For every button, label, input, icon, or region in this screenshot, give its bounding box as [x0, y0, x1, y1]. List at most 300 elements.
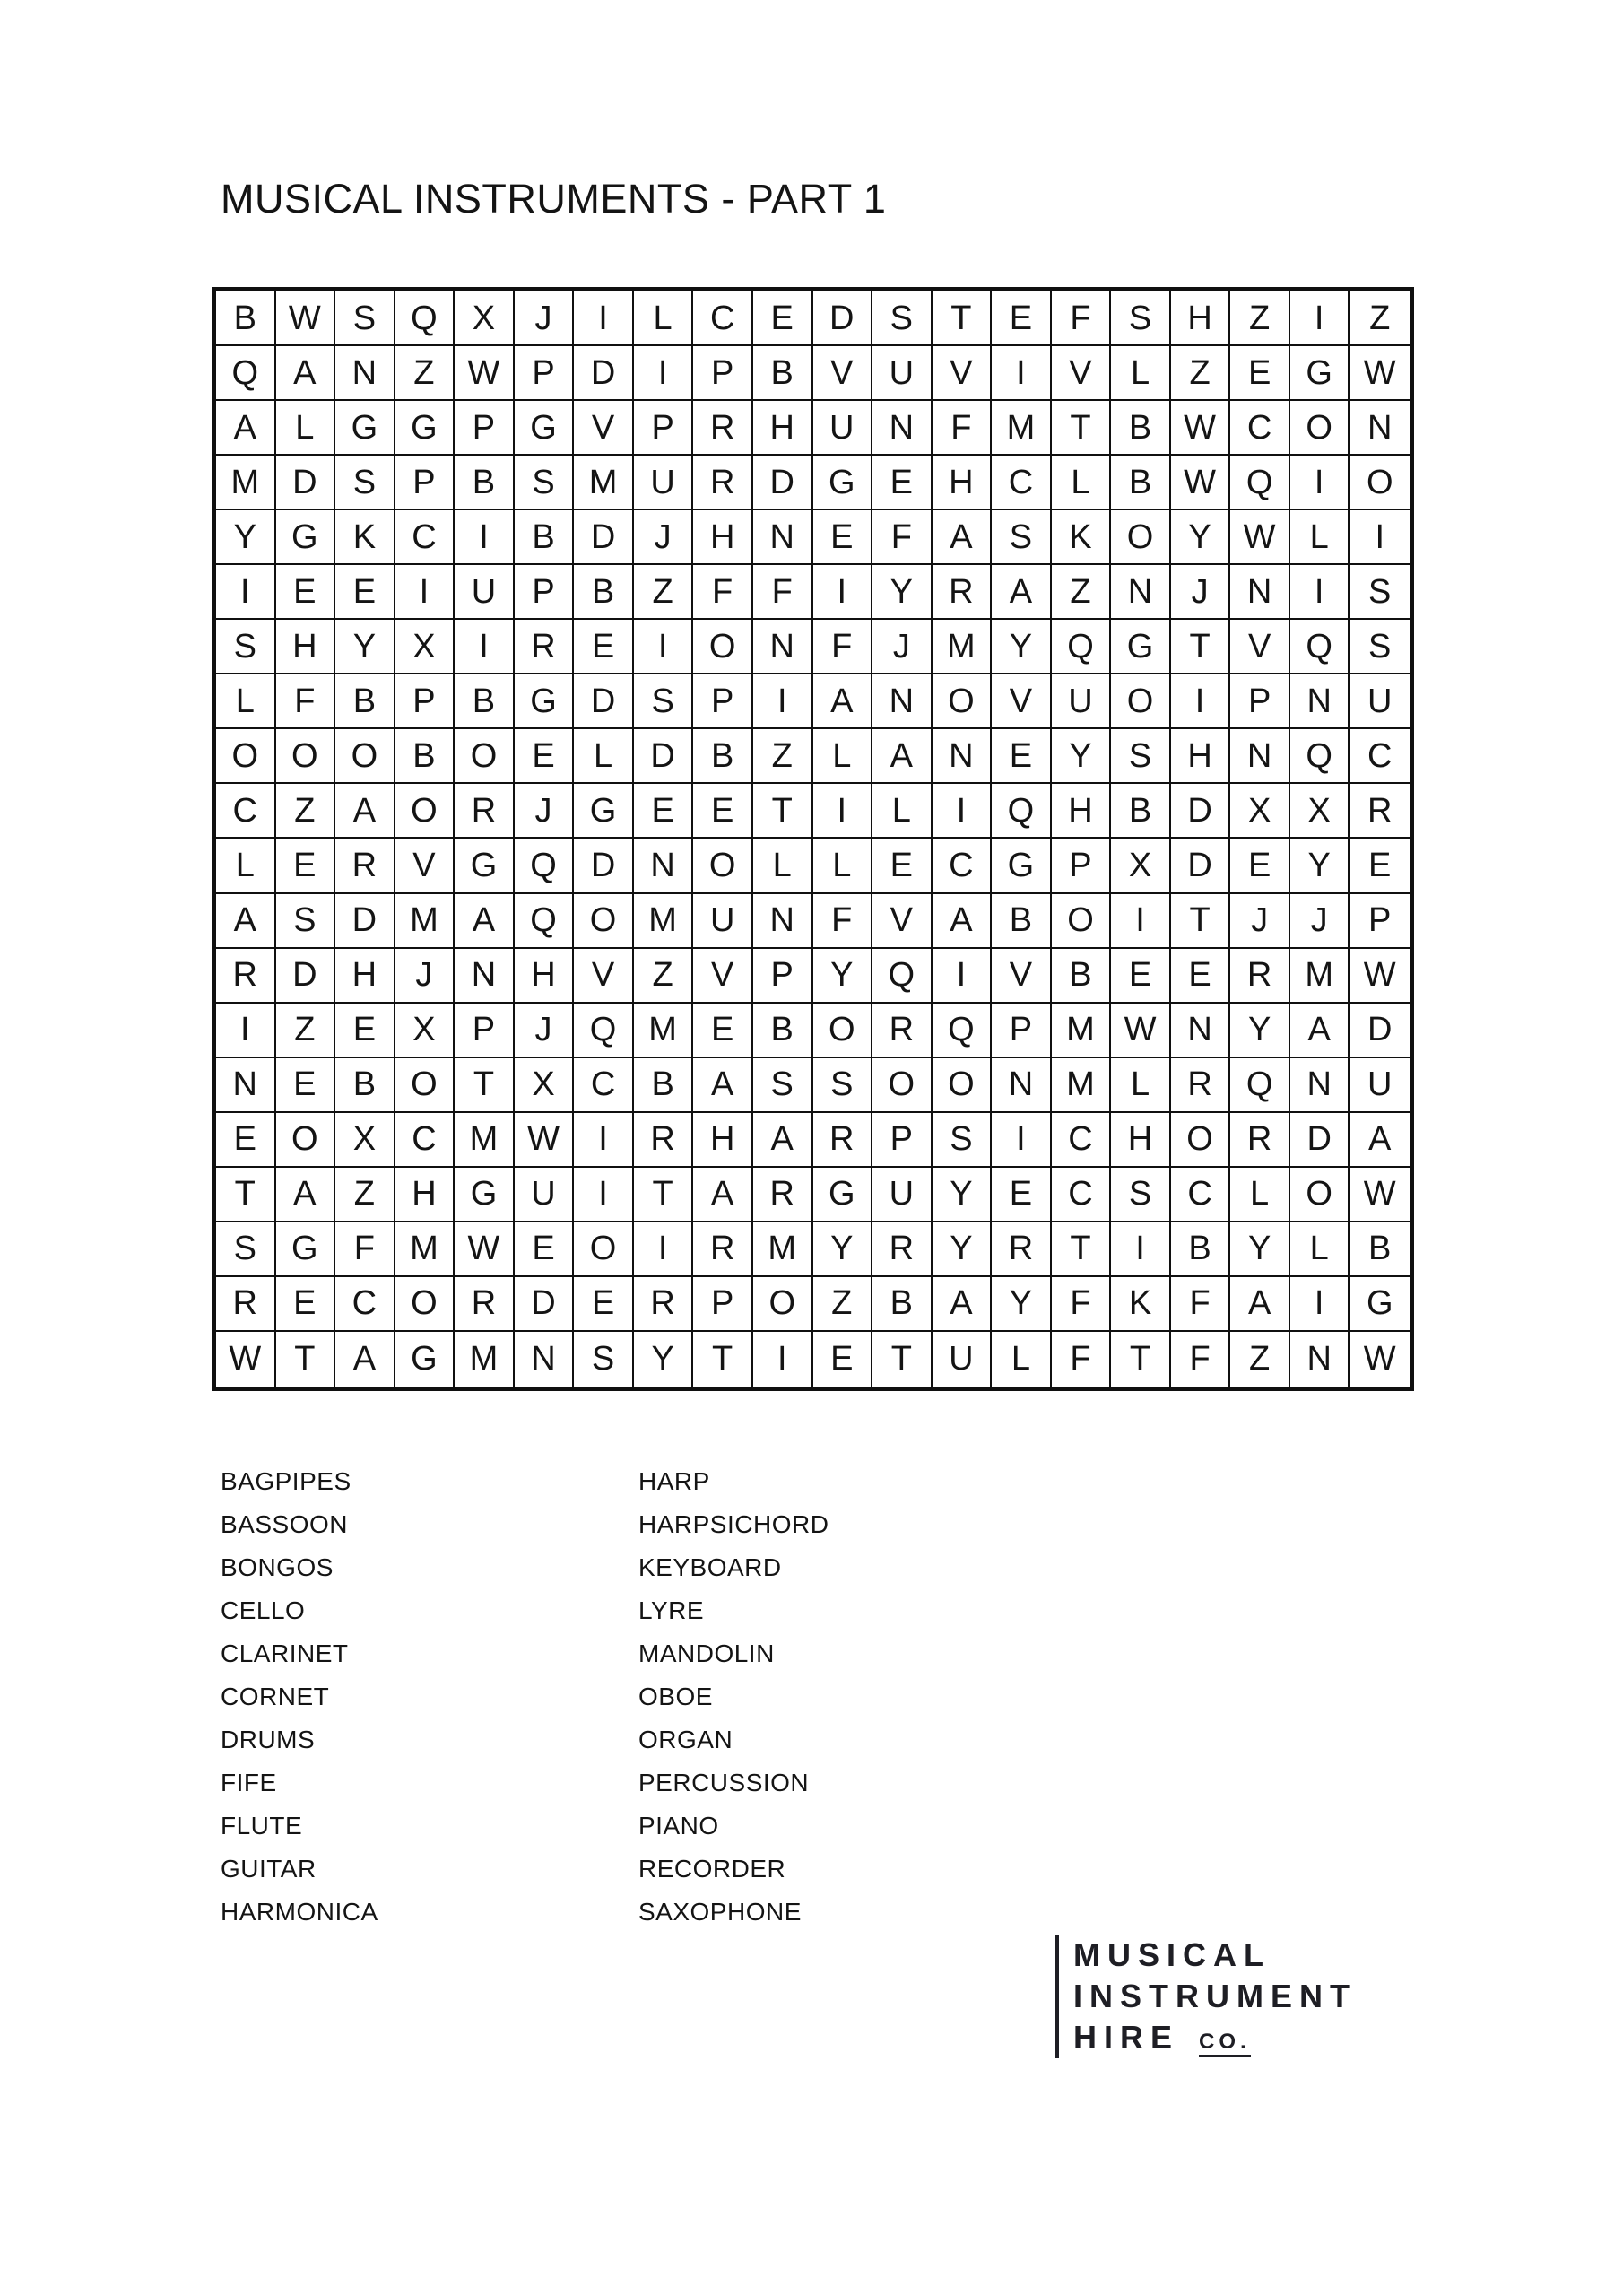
grid-cell[interactable]: L	[1111, 1058, 1171, 1113]
grid-cell[interactable]: T	[872, 1332, 933, 1387]
grid-cell[interactable]: B	[395, 729, 456, 784]
grid-cell[interactable]: V	[813, 346, 873, 401]
grid-cell[interactable]: L	[992, 1332, 1052, 1387]
grid-cell[interactable]: F	[872, 510, 933, 565]
grid-cell[interactable]: B	[753, 346, 813, 401]
grid-cell[interactable]: E	[634, 784, 694, 839]
grid-cell[interactable]: C	[1052, 1113, 1112, 1168]
grid-cell[interactable]: M	[395, 1222, 456, 1277]
grid-cell[interactable]: U	[455, 565, 515, 620]
grid-cell[interactable]: L	[813, 729, 873, 784]
grid-cell[interactable]: Z	[276, 1004, 336, 1058]
grid-cell[interactable]: Z	[813, 1277, 873, 1332]
grid-cell[interactable]: Q	[1052, 620, 1112, 674]
grid-cell[interactable]: A	[933, 894, 993, 949]
grid-cell[interactable]: V	[395, 839, 456, 893]
grid-cell[interactable]: V	[992, 674, 1052, 729]
grid-cell[interactable]: D	[574, 510, 634, 565]
grid-cell[interactable]: B	[515, 510, 575, 565]
grid-cell[interactable]: E	[276, 1058, 336, 1113]
grid-cell[interactable]: E	[574, 1277, 634, 1332]
grid-cell[interactable]: E	[693, 1004, 753, 1058]
grid-cell[interactable]: T	[1052, 401, 1112, 456]
grid-cell[interactable]: R	[933, 565, 993, 620]
grid-cell[interactable]: I	[395, 565, 456, 620]
grid-cell[interactable]: V	[1052, 346, 1112, 401]
grid-cell[interactable]: Q	[1290, 620, 1350, 674]
grid-cell[interactable]: P	[693, 346, 753, 401]
grid-cell[interactable]: O	[1350, 456, 1410, 510]
grid-cell[interactable]: Y	[1052, 729, 1112, 784]
grid-cell[interactable]: S	[1111, 729, 1171, 784]
grid-cell[interactable]: Y	[1171, 510, 1231, 565]
grid-cell[interactable]: O	[276, 1113, 336, 1168]
grid-cell[interactable]: I	[574, 1113, 634, 1168]
grid-cell[interactable]: U	[813, 401, 873, 456]
grid-cell[interactable]: U	[1350, 674, 1410, 729]
grid-cell[interactable]: D	[574, 346, 634, 401]
grid-cell[interactable]: R	[872, 1004, 933, 1058]
grid-cell[interactable]: O	[813, 1004, 873, 1058]
grid-cell[interactable]: G	[395, 1332, 456, 1387]
grid-cell[interactable]: E	[992, 1168, 1052, 1222]
grid-cell[interactable]: B	[455, 456, 515, 510]
grid-cell[interactable]: D	[574, 674, 634, 729]
grid-cell[interactable]: G	[335, 401, 395, 456]
grid-cell[interactable]: K	[335, 510, 395, 565]
grid-cell[interactable]: H	[395, 1168, 456, 1222]
grid-cell[interactable]: L	[1052, 456, 1112, 510]
grid-cell[interactable]: I	[634, 346, 694, 401]
grid-cell[interactable]: N	[1171, 1004, 1231, 1058]
grid-cell[interactable]: M	[1052, 1058, 1112, 1113]
grid-cell[interactable]: H	[1052, 784, 1112, 839]
grid-cell[interactable]: S	[933, 1113, 993, 1168]
grid-cell[interactable]: G	[515, 401, 575, 456]
grid-cell[interactable]: R	[634, 1277, 694, 1332]
grid-cell[interactable]: I	[574, 1168, 634, 1222]
grid-cell[interactable]: O	[1111, 674, 1171, 729]
grid-cell[interactable]: G	[276, 1222, 336, 1277]
grid-cell[interactable]: W	[1350, 949, 1410, 1004]
grid-cell[interactable]: Y	[813, 1222, 873, 1277]
grid-cell[interactable]: N	[933, 729, 993, 784]
grid-cell[interactable]: H	[1171, 291, 1231, 346]
grid-cell[interactable]: N	[216, 1058, 276, 1113]
grid-cell[interactable]: L	[1230, 1168, 1290, 1222]
grid-cell[interactable]: L	[574, 729, 634, 784]
grid-cell[interactable]: R	[693, 1222, 753, 1277]
grid-cell[interactable]: N	[1230, 729, 1290, 784]
grid-cell[interactable]: I	[753, 674, 813, 729]
grid-cell[interactable]: R	[216, 1277, 276, 1332]
grid-cell[interactable]: V	[992, 949, 1052, 1004]
grid-cell[interactable]: A	[1230, 1277, 1290, 1332]
grid-cell[interactable]: Z	[1052, 565, 1112, 620]
grid-cell[interactable]: J	[1171, 565, 1231, 620]
grid-cell[interactable]: B	[1052, 949, 1112, 1004]
grid-cell[interactable]: Z	[395, 346, 456, 401]
grid-cell[interactable]: X	[1230, 784, 1290, 839]
grid-cell[interactable]: W	[455, 346, 515, 401]
grid-cell[interactable]: O	[693, 839, 753, 893]
grid-cell[interactable]: O	[693, 620, 753, 674]
grid-cell[interactable]: R	[455, 1277, 515, 1332]
grid-cell[interactable]: R	[872, 1222, 933, 1277]
grid-cell[interactable]: Z	[335, 1168, 395, 1222]
grid-cell[interactable]: F	[933, 401, 993, 456]
grid-cell[interactable]: G	[813, 1168, 873, 1222]
grid-cell[interactable]: O	[574, 1222, 634, 1277]
grid-cell[interactable]: U	[1052, 674, 1112, 729]
grid-cell[interactable]: D	[574, 839, 634, 893]
grid-cell[interactable]: N	[515, 1332, 575, 1387]
grid-cell[interactable]: N	[872, 401, 933, 456]
grid-cell[interactable]: G	[1111, 620, 1171, 674]
grid-cell[interactable]: R	[216, 949, 276, 1004]
grid-cell[interactable]: P	[1350, 894, 1410, 949]
grid-cell[interactable]: C	[574, 1058, 634, 1113]
grid-cell[interactable]: B	[753, 1004, 813, 1058]
grid-cell[interactable]: Z	[1171, 346, 1231, 401]
grid-cell[interactable]: U	[1350, 1058, 1410, 1113]
grid-cell[interactable]: A	[1350, 1113, 1410, 1168]
grid-cell[interactable]: W	[1111, 1004, 1171, 1058]
grid-cell[interactable]: S	[634, 674, 694, 729]
grid-cell[interactable]: A	[933, 1277, 993, 1332]
grid-cell[interactable]: B	[1111, 456, 1171, 510]
grid-cell[interactable]: A	[455, 894, 515, 949]
grid-cell[interactable]: J	[1230, 894, 1290, 949]
grid-cell[interactable]: R	[1171, 1058, 1231, 1113]
grid-cell[interactable]: I	[1111, 894, 1171, 949]
grid-cell[interactable]: P	[872, 1113, 933, 1168]
grid-cell[interactable]: W	[1350, 1168, 1410, 1222]
grid-cell[interactable]: L	[216, 839, 276, 893]
grid-cell[interactable]: S	[1111, 1168, 1171, 1222]
grid-cell[interactable]: T	[753, 784, 813, 839]
grid-cell[interactable]: A	[933, 510, 993, 565]
grid-cell[interactable]: T	[1111, 1332, 1171, 1387]
grid-cell[interactable]: Q	[216, 346, 276, 401]
grid-cell[interactable]: H	[335, 949, 395, 1004]
grid-cell[interactable]: Q	[1230, 456, 1290, 510]
grid-cell[interactable]: W	[1350, 346, 1410, 401]
grid-cell[interactable]: T	[216, 1168, 276, 1222]
grid-cell[interactable]: T	[634, 1168, 694, 1222]
grid-cell[interactable]: H	[276, 620, 336, 674]
grid-cell[interactable]: B	[992, 894, 1052, 949]
grid-cell[interactable]: G	[1350, 1277, 1410, 1332]
grid-cell[interactable]: P	[693, 674, 753, 729]
grid-cell[interactable]: E	[515, 1222, 575, 1277]
grid-cell[interactable]: I	[574, 291, 634, 346]
grid-cell[interactable]: B	[872, 1277, 933, 1332]
grid-cell[interactable]: I	[1290, 291, 1350, 346]
grid-cell[interactable]: Y	[216, 510, 276, 565]
grid-cell[interactable]: I	[1290, 1277, 1350, 1332]
grid-cell[interactable]: D	[1350, 1004, 1410, 1058]
grid-cell[interactable]: Z	[634, 565, 694, 620]
grid-cell[interactable]: N	[872, 674, 933, 729]
grid-cell[interactable]: H	[933, 456, 993, 510]
grid-cell[interactable]: R	[813, 1113, 873, 1168]
grid-cell[interactable]: I	[216, 565, 276, 620]
grid-cell[interactable]: U	[693, 894, 753, 949]
grid-cell[interactable]: D	[515, 1277, 575, 1332]
grid-cell[interactable]: D	[753, 456, 813, 510]
grid-cell[interactable]: E	[574, 620, 634, 674]
grid-cell[interactable]: I	[1290, 565, 1350, 620]
grid-cell[interactable]: R	[1230, 949, 1290, 1004]
grid-cell[interactable]: I	[1171, 674, 1231, 729]
grid-cell[interactable]: R	[1350, 784, 1410, 839]
grid-cell[interactable]: P	[515, 346, 575, 401]
grid-cell[interactable]: B	[634, 1058, 694, 1113]
grid-cell[interactable]: W	[216, 1332, 276, 1387]
grid-cell[interactable]: P	[693, 1277, 753, 1332]
grid-cell[interactable]: Y	[634, 1332, 694, 1387]
grid-cell[interactable]: Z	[1350, 291, 1410, 346]
grid-cell[interactable]: F	[753, 565, 813, 620]
grid-cell[interactable]: R	[1230, 1113, 1290, 1168]
grid-cell[interactable]: T	[455, 1058, 515, 1113]
grid-cell[interactable]: D	[276, 456, 336, 510]
grid-cell[interactable]: H	[1171, 729, 1231, 784]
grid-cell[interactable]: V	[1230, 620, 1290, 674]
grid-cell[interactable]: X	[395, 1004, 456, 1058]
grid-cell[interactable]: S	[515, 456, 575, 510]
grid-cell[interactable]: V	[693, 949, 753, 1004]
grid-cell[interactable]: H	[693, 510, 753, 565]
grid-cell[interactable]: Q	[1230, 1058, 1290, 1113]
grid-cell[interactable]: V	[872, 894, 933, 949]
grid-cell[interactable]: C	[395, 1113, 456, 1168]
grid-cell[interactable]: G	[515, 674, 575, 729]
grid-cell[interactable]: A	[992, 565, 1052, 620]
grid-cell[interactable]: A	[276, 1168, 336, 1222]
grid-cell[interactable]: I	[933, 949, 993, 1004]
grid-cell[interactable]: O	[216, 729, 276, 784]
grid-cell[interactable]: O	[1290, 1168, 1350, 1222]
grid-cell[interactable]: P	[455, 1004, 515, 1058]
grid-cell[interactable]: M	[455, 1113, 515, 1168]
grid-cell[interactable]: Y	[933, 1222, 993, 1277]
grid-cell[interactable]: G	[276, 510, 336, 565]
grid-cell[interactable]: D	[1171, 784, 1231, 839]
grid-cell[interactable]: A	[1290, 1004, 1350, 1058]
grid-cell[interactable]: T	[1171, 620, 1231, 674]
grid-cell[interactable]: E	[276, 839, 336, 893]
grid-cell[interactable]: M	[455, 1332, 515, 1387]
grid-cell[interactable]: R	[992, 1222, 1052, 1277]
grid-cell[interactable]: F	[1171, 1332, 1231, 1387]
grid-cell[interactable]: O	[574, 894, 634, 949]
grid-cell[interactable]: S	[335, 456, 395, 510]
grid-cell[interactable]: C	[1230, 401, 1290, 456]
grid-cell[interactable]: T	[276, 1332, 336, 1387]
grid-cell[interactable]: Z	[753, 729, 813, 784]
grid-cell[interactable]: A	[753, 1113, 813, 1168]
grid-cell[interactable]: I	[1290, 456, 1350, 510]
grid-cell[interactable]: I	[813, 565, 873, 620]
grid-cell[interactable]: J	[872, 620, 933, 674]
grid-cell[interactable]: R	[634, 1113, 694, 1168]
grid-cell[interactable]: B	[1171, 1222, 1231, 1277]
grid-cell[interactable]: P	[395, 456, 456, 510]
grid-cell[interactable]: J	[515, 1004, 575, 1058]
grid-cell[interactable]: I	[992, 1113, 1052, 1168]
grid-cell[interactable]: E	[693, 784, 753, 839]
grid-cell[interactable]: M	[634, 1004, 694, 1058]
grid-cell[interactable]: Z	[1230, 291, 1290, 346]
grid-cell[interactable]: Y	[933, 1168, 993, 1222]
grid-cell[interactable]: A	[216, 401, 276, 456]
grid-cell[interactable]: A	[813, 674, 873, 729]
grid-cell[interactable]: E	[216, 1113, 276, 1168]
grid-cell[interactable]: W	[1171, 401, 1231, 456]
grid-cell[interactable]: G	[395, 401, 456, 456]
grid-cell[interactable]: N	[455, 949, 515, 1004]
grid-cell[interactable]: W	[515, 1113, 575, 1168]
grid-cell[interactable]: S	[992, 510, 1052, 565]
grid-cell[interactable]: X	[455, 291, 515, 346]
grid-cell[interactable]: E	[1230, 346, 1290, 401]
grid-cell[interactable]: I	[813, 784, 873, 839]
grid-cell[interactable]: N	[753, 620, 813, 674]
grid-cell[interactable]: B	[574, 565, 634, 620]
grid-cell[interactable]: X	[395, 620, 456, 674]
grid-cell[interactable]: T	[1052, 1222, 1112, 1277]
grid-cell[interactable]: E	[813, 510, 873, 565]
grid-cell[interactable]: W	[276, 291, 336, 346]
grid-cell[interactable]: B	[335, 1058, 395, 1113]
grid-cell[interactable]: O	[933, 674, 993, 729]
grid-cell[interactable]: I	[455, 510, 515, 565]
grid-cell[interactable]: E	[276, 565, 336, 620]
grid-cell[interactable]: I	[753, 1332, 813, 1387]
grid-cell[interactable]: E	[335, 1004, 395, 1058]
grid-cell[interactable]: P	[1230, 674, 1290, 729]
grid-cell[interactable]: W	[1171, 456, 1231, 510]
grid-cell[interactable]: E	[813, 1332, 873, 1387]
grid-cell[interactable]: A	[693, 1168, 753, 1222]
grid-cell[interactable]: R	[455, 784, 515, 839]
grid-cell[interactable]: V	[574, 949, 634, 1004]
grid-cell[interactable]: R	[753, 1168, 813, 1222]
grid-cell[interactable]: S	[216, 1222, 276, 1277]
grid-cell[interactable]: C	[1171, 1168, 1231, 1222]
grid-cell[interactable]: Y	[813, 949, 873, 1004]
grid-cell[interactable]: S	[753, 1058, 813, 1113]
grid-cell[interactable]: N	[753, 510, 813, 565]
grid-cell[interactable]: O	[455, 729, 515, 784]
grid-cell[interactable]: K	[1111, 1277, 1171, 1332]
grid-cell[interactable]: H	[693, 1113, 753, 1168]
grid-cell[interactable]: M	[753, 1222, 813, 1277]
grid-cell[interactable]: L	[872, 784, 933, 839]
grid-cell[interactable]: B	[1111, 401, 1171, 456]
grid-cell[interactable]: N	[1290, 1332, 1350, 1387]
grid-cell[interactable]: P	[395, 674, 456, 729]
grid-cell[interactable]: J	[634, 510, 694, 565]
grid-cell[interactable]: B	[455, 674, 515, 729]
grid-cell[interactable]: R	[693, 401, 753, 456]
grid-cell[interactable]: Q	[574, 1004, 634, 1058]
grid-cell[interactable]: M	[992, 401, 1052, 456]
grid-cell[interactable]: Z	[1230, 1332, 1290, 1387]
grid-cell[interactable]: A	[693, 1058, 753, 1113]
grid-cell[interactable]: G	[992, 839, 1052, 893]
grid-cell[interactable]: H	[515, 949, 575, 1004]
grid-cell[interactable]: K	[1052, 510, 1112, 565]
grid-cell[interactable]: E	[872, 839, 933, 893]
grid-cell[interactable]: H	[753, 401, 813, 456]
grid-cell[interactable]: N	[1230, 565, 1290, 620]
grid-cell[interactable]: P	[515, 565, 575, 620]
grid-cell[interactable]: M	[395, 894, 456, 949]
grid-cell[interactable]: Y	[992, 1277, 1052, 1332]
grid-cell[interactable]: C	[693, 291, 753, 346]
grid-cell[interactable]: I	[216, 1004, 276, 1058]
grid-cell[interactable]: O	[395, 1058, 456, 1113]
grid-cell[interactable]: R	[515, 620, 575, 674]
grid-cell[interactable]: T	[933, 291, 993, 346]
grid-cell[interactable]: V	[574, 401, 634, 456]
grid-cell[interactable]: M	[574, 456, 634, 510]
grid-cell[interactable]: L	[1290, 510, 1350, 565]
grid-cell[interactable]: Q	[515, 894, 575, 949]
grid-cell[interactable]: Y	[992, 620, 1052, 674]
grid-cell[interactable]: L	[753, 839, 813, 893]
grid-cell[interactable]: U	[634, 456, 694, 510]
grid-cell[interactable]: F	[1052, 1332, 1112, 1387]
grid-cell[interactable]: I	[634, 1222, 694, 1277]
grid-cell[interactable]: E	[1171, 949, 1231, 1004]
grid-cell[interactable]: E	[515, 729, 575, 784]
grid-cell[interactable]: N	[1350, 401, 1410, 456]
grid-cell[interactable]: X	[1290, 784, 1350, 839]
grid-cell[interactable]: L	[276, 401, 336, 456]
grid-cell[interactable]: D	[634, 729, 694, 784]
grid-cell[interactable]: P	[753, 949, 813, 1004]
grid-cell[interactable]: Y	[1230, 1222, 1290, 1277]
grid-cell[interactable]: E	[1230, 839, 1290, 893]
grid-cell[interactable]: O	[933, 1058, 993, 1113]
grid-cell[interactable]: Q	[515, 839, 575, 893]
grid-cell[interactable]: R	[693, 456, 753, 510]
grid-cell[interactable]: Q	[992, 784, 1052, 839]
grid-cell[interactable]: Z	[634, 949, 694, 1004]
grid-cell[interactable]: J	[395, 949, 456, 1004]
grid-cell[interactable]: R	[335, 839, 395, 893]
grid-cell[interactable]: G	[813, 456, 873, 510]
grid-cell[interactable]: M	[933, 620, 993, 674]
grid-cell[interactable]: O	[1290, 401, 1350, 456]
grid-cell[interactable]: T	[1171, 894, 1231, 949]
grid-cell[interactable]: S	[216, 620, 276, 674]
grid-cell[interactable]: O	[395, 784, 456, 839]
grid-cell[interactable]: H	[1111, 1113, 1171, 1168]
grid-cell[interactable]: Y	[335, 620, 395, 674]
grid-cell[interactable]: L	[634, 291, 694, 346]
grid-cell[interactable]: G	[455, 1168, 515, 1222]
grid-cell[interactable]: Q	[933, 1004, 993, 1058]
grid-cell[interactable]: F	[276, 674, 336, 729]
grid-cell[interactable]: D	[1171, 839, 1231, 893]
grid-cell[interactable]: E	[335, 565, 395, 620]
grid-cell[interactable]: D	[276, 949, 336, 1004]
